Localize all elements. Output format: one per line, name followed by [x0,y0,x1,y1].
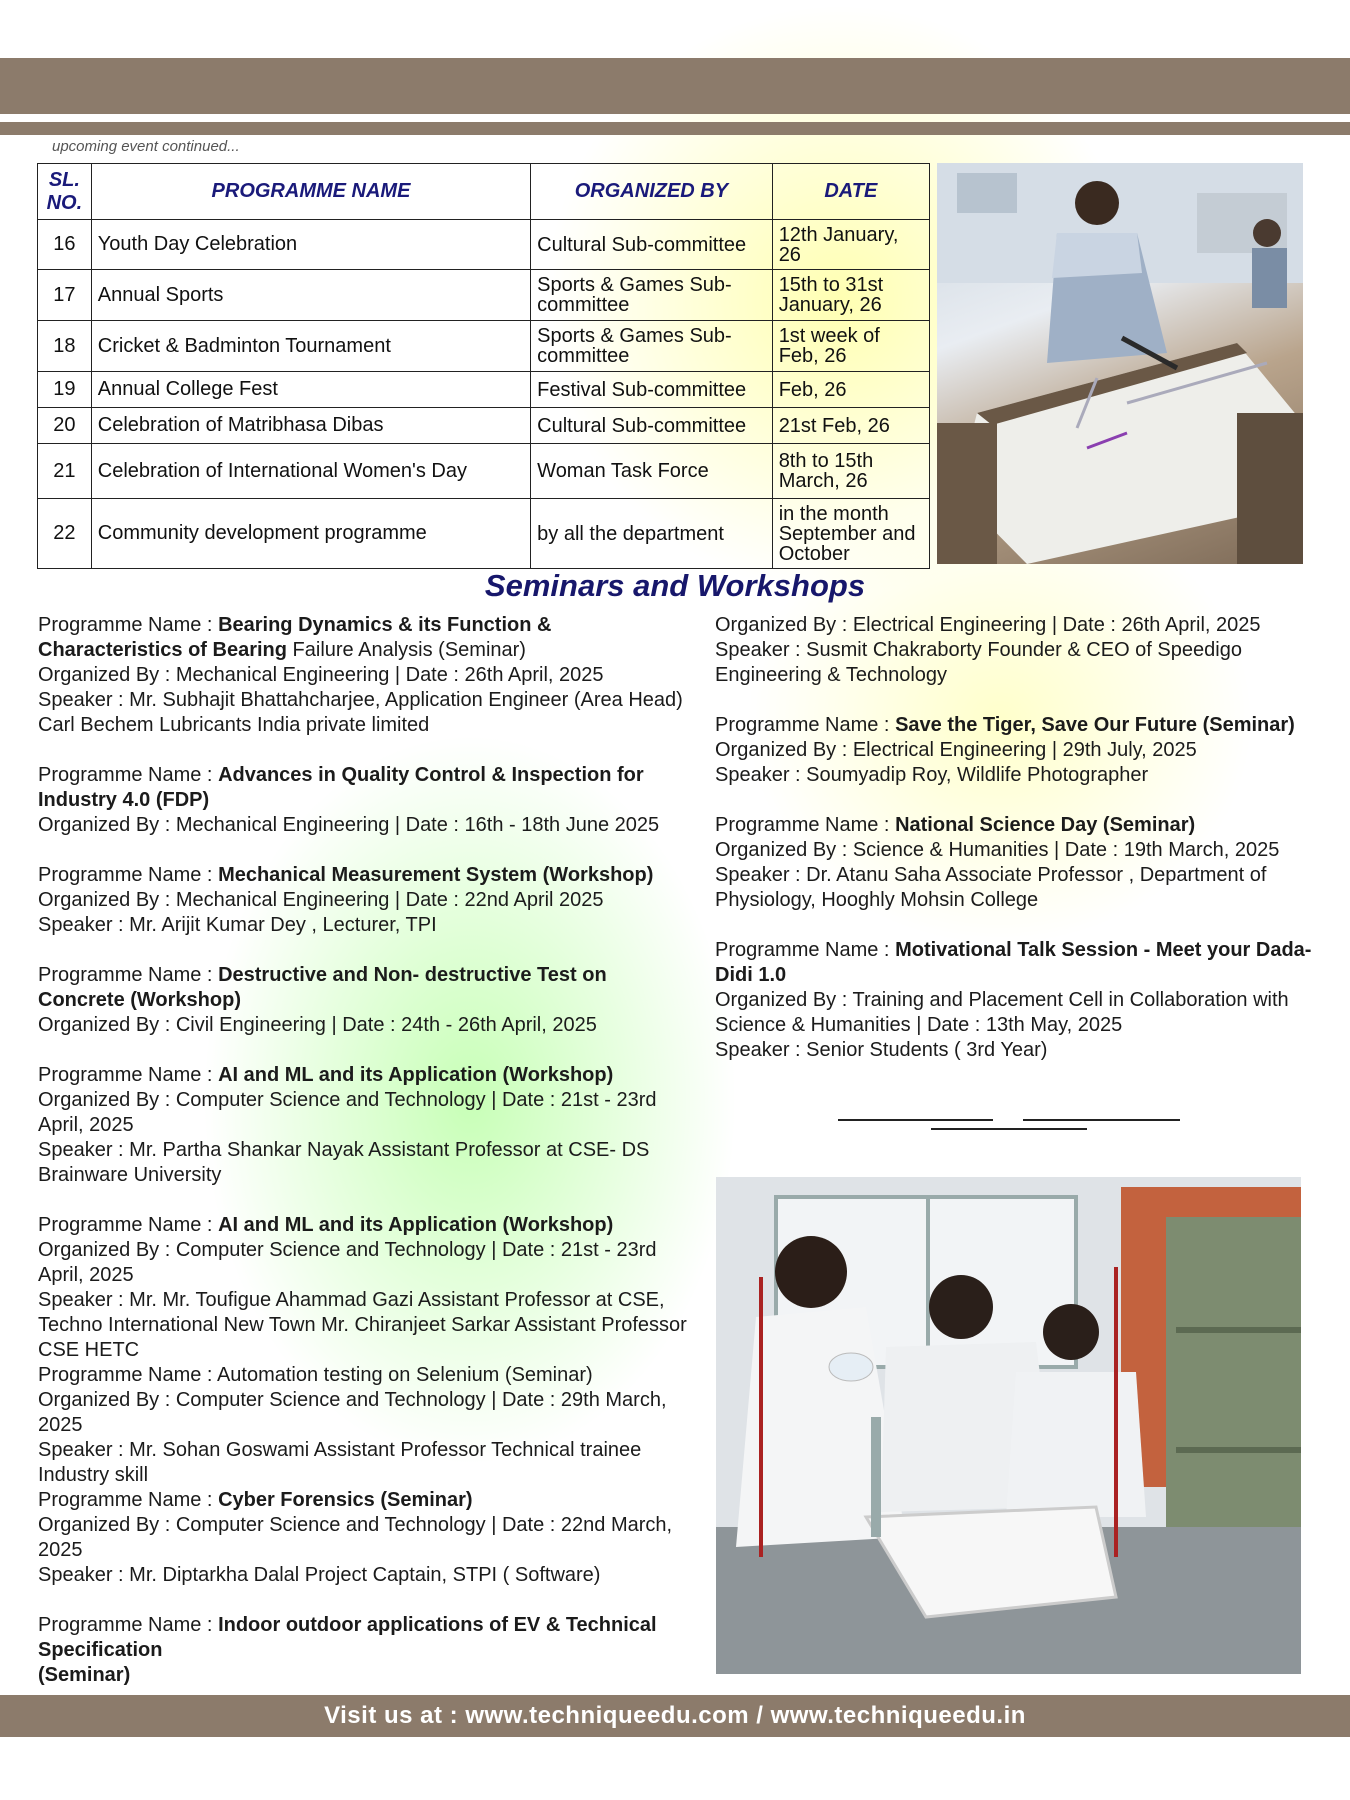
seminar-entry [38,1063,688,1188]
label-organized: Organized By : [38,889,176,911]
table-row [38,444,930,499]
label-speaker: Speaker : [38,1564,130,1586]
organized-by: Mechanical Engineering | Date : 26th April, 2025 [175,664,604,686]
cell-date: in the month September and October [772,499,929,569]
cell-date: 21st Feb, 26 [772,408,929,444]
cell-date: 15th to 31st January, 26 [772,270,929,321]
programme-name: National Science Day (Seminar) [895,814,1196,836]
seminar-entry [38,863,688,938]
header-programme: PROGRAMME NAME [91,164,530,220]
seminar-entry [715,938,1315,1063]
continued-note: upcoming event continued... [52,138,240,155]
organized-by: Training and Placement Cell in Collaboration with Science & Humanities | Date : 13th May, 2025 [715,989,1289,1036]
seminar-entry [715,713,1315,788]
table-header-row [38,164,930,220]
label-speaker: Speaker : [38,689,130,711]
label-programme: Programme Name : [715,814,896,836]
cell-sl: 21 [38,444,92,499]
programme-name: Indoor outdoor applications of EV & Technical Specification [38,1614,657,1661]
label-programme: Programme Name : [38,964,219,986]
cell-programme: Youth Day Celebration [91,220,530,270]
label-programme: Programme Name : [715,939,896,961]
programme-name-rest: Failure Analysis (Seminar) [286,639,526,661]
speaker: Mr. Partha Shankar Nayak Assistant Professor at CSE- DS Brainware University [38,1139,650,1186]
cell-programme: Celebration of Matribhasa Dibas [91,408,530,444]
label-programme: Programme Name : [38,614,219,636]
cell-sl: 20 [38,408,92,444]
cell-date: Feb, 26 [772,372,929,408]
label-organized: Organized By : [715,614,853,636]
seminar-entry [38,763,688,838]
label-organized: Organized By : [38,664,176,686]
label-organized: Organized By : [38,814,176,836]
cell-organized-by: Cultural Sub-committee [531,408,773,444]
cell-programme: Celebration of International Women's Day [91,444,530,499]
cell-sl: 19 [38,372,92,408]
cell-date: 1st week of Feb, 26 [772,321,929,372]
footer-visit-link[interactable]: Visit us at : www.techniqueedu.com / www.techniqueedu.in [324,1702,1026,1729]
label-programme: Programme Name : [38,1214,219,1236]
programme-name: Bearing Dynamics & its Function & Characteristics of Bearing [38,614,552,661]
header-sl: SL. NO. [38,164,92,220]
divider-line [931,1128,1087,1130]
label-speaker: Speaker : [715,864,807,886]
label-programme: Programme Name : [38,1064,219,1086]
right-column [715,613,1315,1088]
label-organized: Organized By : [38,1389,176,1411]
organized-by: Computer Science and Technology | Date : 22nd March, 2025 [38,1514,673,1561]
table-row [38,321,930,372]
label-organized: Organized By : [715,989,853,1011]
header-date: DATE [772,164,929,220]
speaker: Mr. Sohan Goswami Assistant Professor Technical trainee Industry skill [38,1439,642,1486]
label-programme: Programme Name : [38,1489,219,1511]
seminar-entry [715,613,1315,688]
seminar-entry [38,1488,688,1588]
table-row [38,372,930,408]
programme-name: Advances in Quality Control & Inspection for Industry 4.0 (FDP) [38,764,644,811]
label-organized: Organized By : [715,839,853,861]
programme-name: AI and ML and its Application (Workshop) [218,1214,614,1236]
chemistry-lab-photo [716,1177,1301,1674]
organized-by: Computer Science and Technology | Date : 21st - 23rd April, 2025 [38,1239,657,1286]
organized-by: Electrical Engineering | 29th July, 2025 [852,739,1197,761]
label-organized: Organized By : [38,1089,176,1111]
organized-by: Mechanical Engineering | Date : 16th - 18th June 2025 [175,814,660,836]
table-row [38,270,930,321]
cell-sl: 18 [38,321,92,372]
organized-by: Computer Science and Technology | Date : 21st - 23rd April, 2025 [38,1089,657,1136]
cell-programme: Annual Sports [91,270,530,321]
cell-organized-by: Woman Task Force [531,444,773,499]
cell-sl: 17 [38,270,92,321]
drawing-class-photo [937,163,1303,564]
speaker: Soumyadip Roy, Wildlife Photographer [806,764,1149,786]
organized-by: Science & Humanities | Date : 19th March, 2025 [852,839,1280,861]
cell-organized-by: by all the department [531,499,773,569]
label-programme: Programme Name : [38,864,219,886]
cell-sl: 16 [38,220,92,270]
section-title: Seminars and Workshops [484,568,866,603]
seminar-entry [715,813,1315,913]
label-organized: Organized By : [38,1014,176,1036]
organized-by: Computer Science and Technology | Date : 29th March, 2025 [38,1389,667,1436]
label-organized: Organized By : [38,1514,176,1536]
label-speaker: Speaker : [38,1439,130,1461]
label-programme: Programme Name : [38,1614,219,1636]
programme-name: Mechanical Measurement System (Workshop) [218,864,654,886]
cell-organized-by: Sports & Games Sub-committee [531,321,773,372]
cell-programme: Annual College Fest [91,372,530,408]
speaker: Susmit Chakraborty Founder & CEO of Speedigo Engineering & Technology [715,639,1242,686]
cell-date: 8th to 15th March, 26 [772,444,929,499]
label-speaker: Speaker : [715,764,807,786]
cell-organized-by: Sports & Games Sub-committee [531,270,773,321]
divider-line [1023,1119,1180,1121]
seminar-entry [38,1213,688,1363]
table-row [38,408,930,444]
label-speaker: Speaker : [38,1139,130,1161]
organized-by: Mechanical Engineering | Date : 22nd April 2025 [175,889,604,911]
speaker: Dr. Atanu Saha Associate Professor , Department of Physiology, Hooghly Mohsin College [715,864,1267,911]
cell-organized-by: Festival Sub-committee [531,372,773,408]
cell-organized-by: Cultural Sub-committee [531,220,773,270]
left-column [38,613,688,1688]
seminar-entry [38,1613,688,1688]
label-speaker: Speaker : [38,914,130,936]
table-row [38,499,930,569]
programme-name: Destructive and Non- destructive Test on Concrete (Workshop) [38,964,607,1011]
footer-band [0,1695,1350,1737]
programme-name: Automation testing on Selenium (Seminar) [216,1364,593,1386]
programme-name: Motivational Talk Session - Meet your Dada-Didi 1.0 [715,939,1312,986]
speaker: Mr. Mr. Toufigue Ahammad Gazi Assistant Professor at CSE, Techno International New Town Mr. Chiranjeet Sarkar Assistant Professor CSE HETC [38,1289,687,1361]
header-organized-by: ORGANIZED BY [531,164,773,220]
label-organized: Organized By : [38,1239,176,1261]
drawing-class-illustration [937,163,1303,564]
cell-date: 12th January, 26 [772,220,929,270]
header-band [0,58,1350,114]
programme-name-suffix: (Seminar) [38,1664,131,1686]
programme-name: Save the Tiger, Save Our Future (Seminar) [895,714,1295,736]
speaker: Mr. Subhajit Bhattahcharjee, Application Engineer (Area Head) Carl Bechem Lubricants India private limited [38,689,683,736]
divider-line [838,1119,993,1121]
cell-sl: 22 [38,499,92,569]
speaker: Mr. Arijit Kumar Dey , Lecturer, TPI [129,914,437,936]
seminar-entry [38,613,688,738]
programme-name: Cyber Forensics (Seminar) [218,1489,473,1511]
label-programme: Programme Name : [38,764,219,786]
header-stripe [0,122,1350,135]
speaker: Mr. Diptarkha Dalal Project Captain, STPI ( Software) [129,1564,601,1586]
programme-name: AI and ML and its Application (Workshop) [218,1064,614,1086]
label-programme: Programme Name : [715,714,896,736]
label-speaker: Speaker : [715,1039,807,1061]
table-row [38,220,930,270]
cell-programme: Community development programme [91,499,530,569]
chemistry-lab-illustration [716,1177,1301,1674]
seminar-entry [38,1363,688,1488]
label-speaker: Speaker : [38,1289,130,1311]
cell-programme: Cricket & Badminton Tournament [91,321,530,372]
events-table [37,163,930,569]
speaker: Senior Students ( 3rd Year) [806,1039,1048,1061]
seminar-entry [38,963,688,1038]
label-programme: Programme Name : [38,1364,217,1386]
organized-by: Electrical Engineering | Date : 26th April, 2025 [852,614,1261,636]
label-organized: Organized By : [715,739,853,761]
label-speaker: Speaker : [715,639,807,661]
organized-by: Civil Engineering | Date : 24th - 26th April, 2025 [175,1014,597,1036]
